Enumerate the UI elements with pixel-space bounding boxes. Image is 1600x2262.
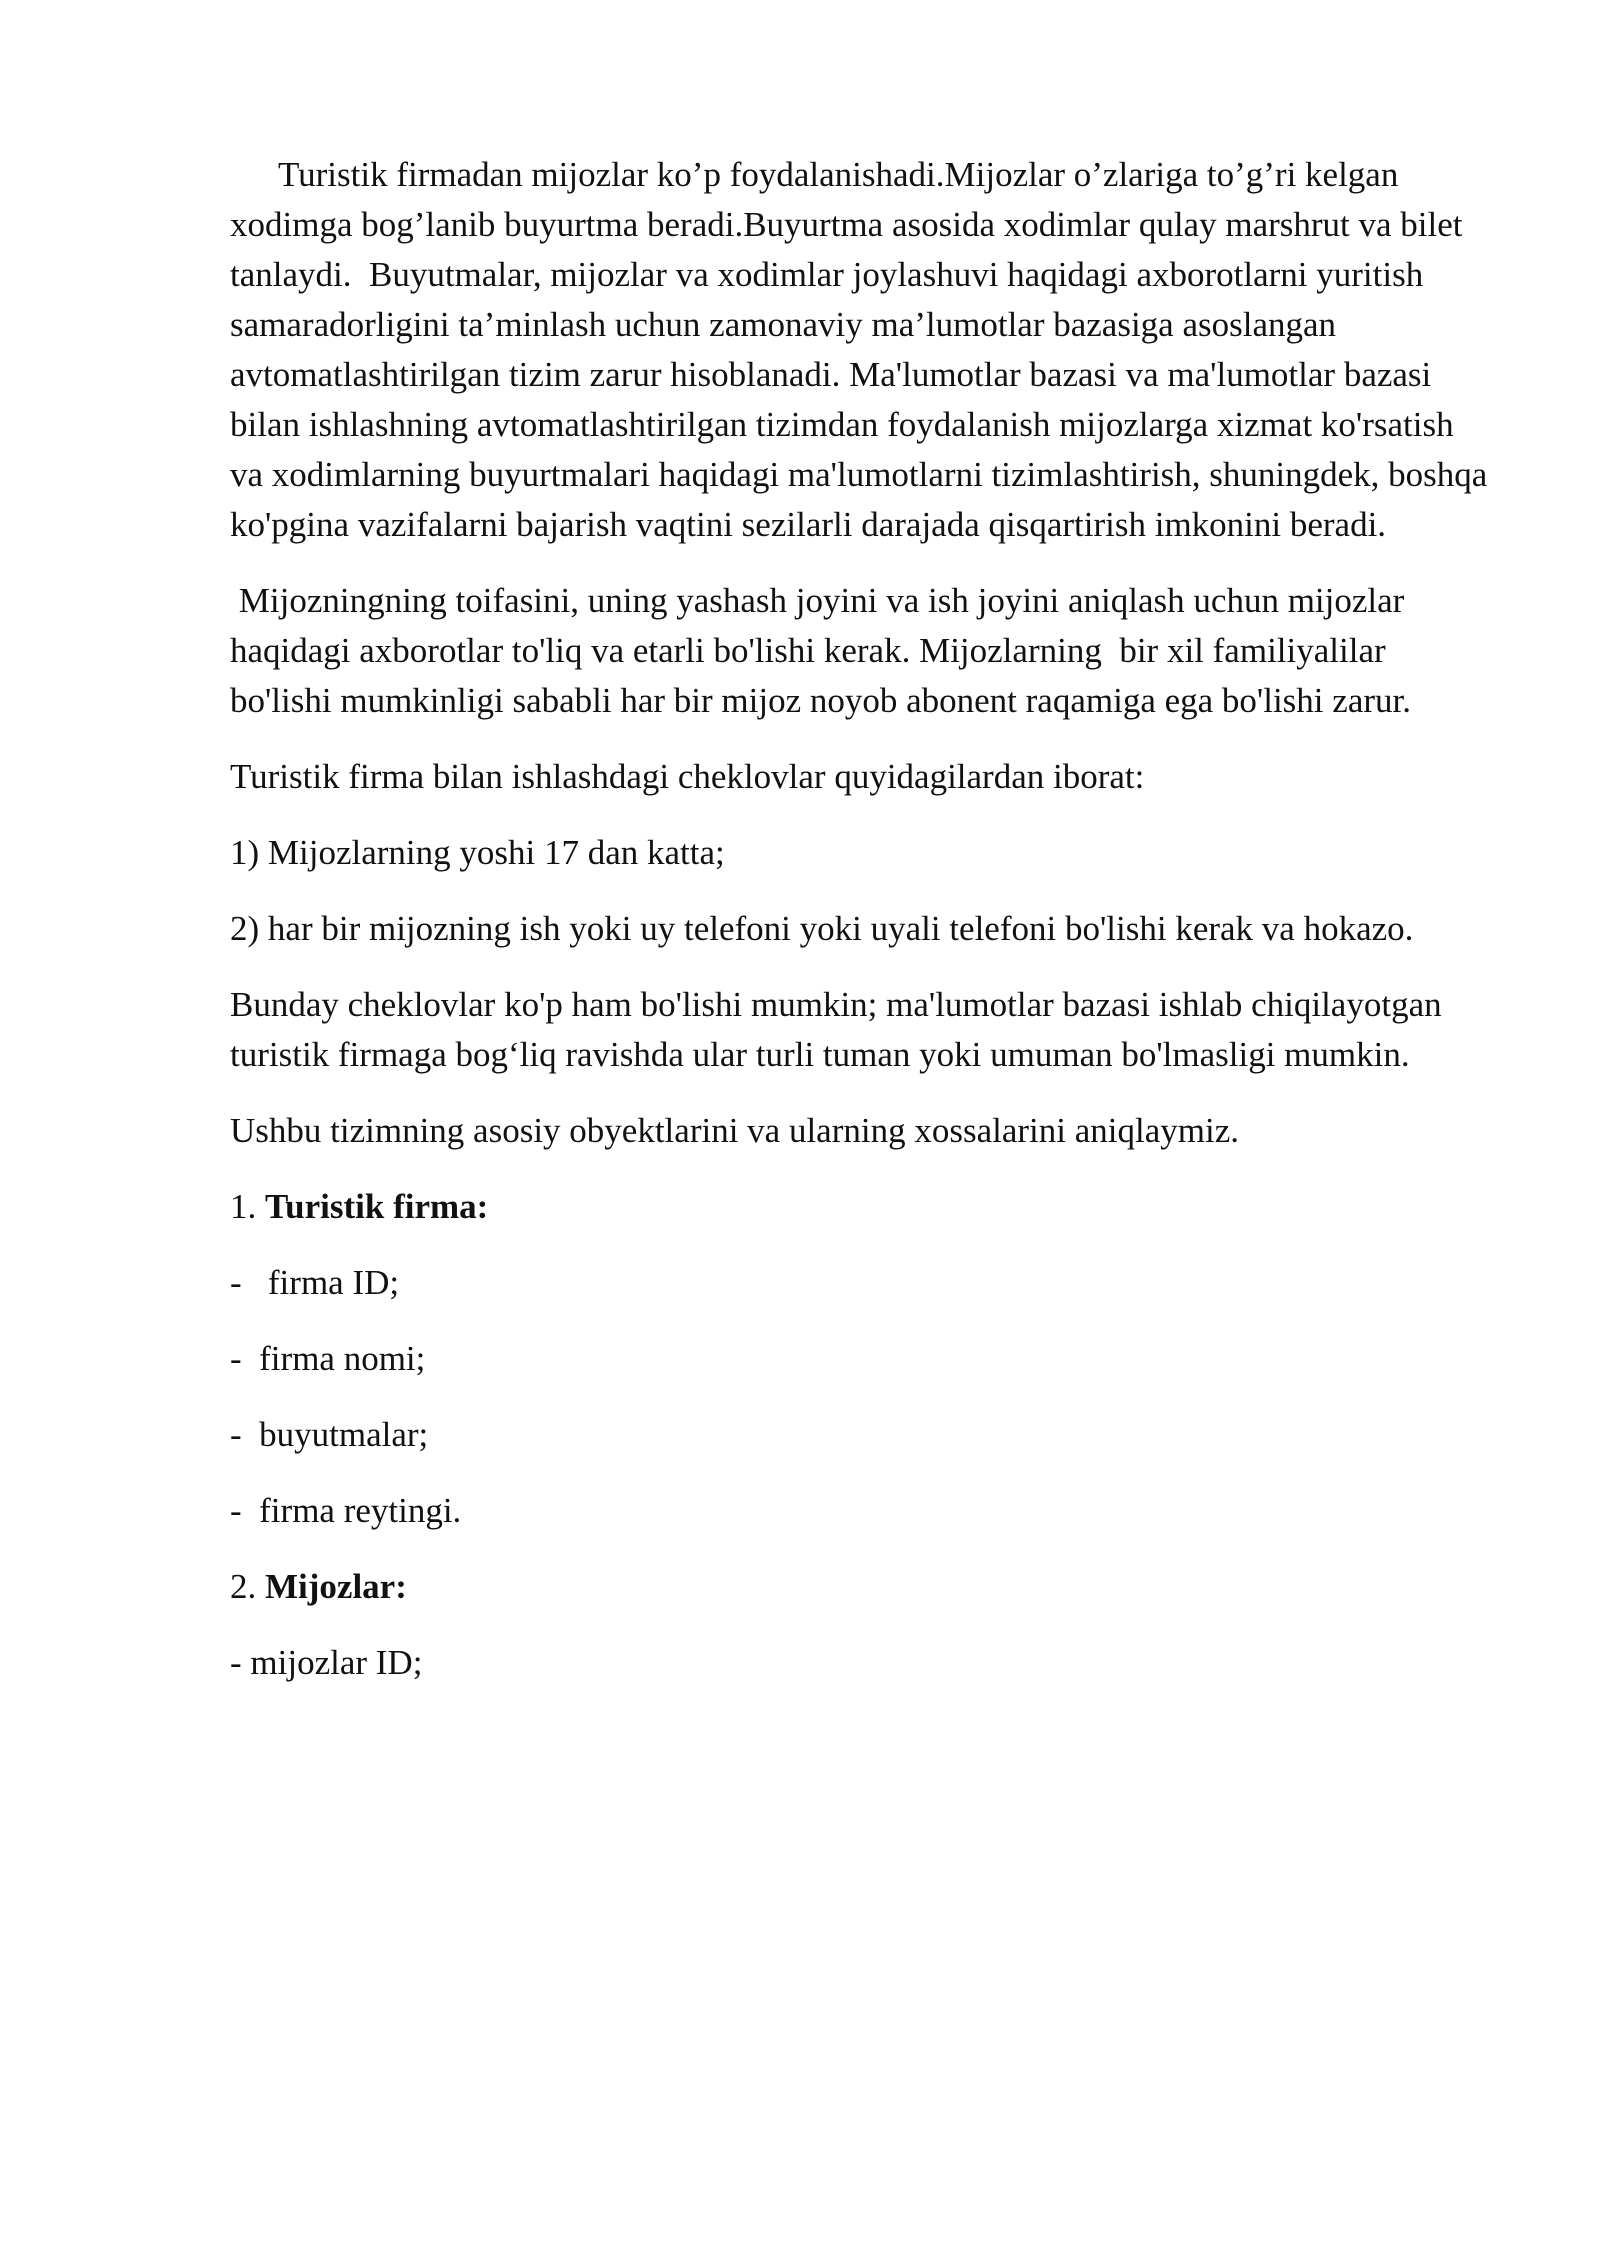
list-item: - buyutmalar; xyxy=(230,1415,429,1454)
section-number: 2. xyxy=(230,1567,265,1606)
intro-paragraph: Turistik firmadan mijozlar ko’p foydalanishadi.Mijozlar o’zlariga to’g’ri kelgan xodimga bog’lanib buyurtma beradi.Buyurtma asosida xodimlar qulay marshrut va bilet tanlaydi. Buyutmalar, mijozlar va xodimlar joylashuvi haqidagi axborotlarni yuritish samaradorligini ta’minlash uchun zamonaviy ma’lumotlar bazasiga asoslangan avtomatlashtirilgan tizim zarur hisoblanadi. Ma'lumotlar bazasi va ma'lumotlar bazasi bilan ishlashning avtomatlashtirilgan tizimdan foydalanish mijozlarga xizmat ko'rsatish va xodimlarning buyurtmalari haqidagi ma'lumotlarni tizimlashtirish, shuningdek, boshqa ko'pgina vazifalarni bajarish vaqtini sezilarli darajada qisqartirish imkonini beradi. xyxy=(230,155,1497,544)
client-info-paragraph: Mijozningning toifasini, uning yashash joyini va ish joyini aniqlash uchun mijozlar haqidagi axborotlar to'liq va etarli bo'lishi kerak. Mijozlarning bir xil familiyalilar bo'lishi mumkinligi sababli har bir mijoz noyob abonent raqamiga ega bo'lishi zarur. xyxy=(230,581,1414,720)
constraint-1: 1) Mijozlarning yoshi 17 dan katta; xyxy=(230,833,725,872)
section-heading-clients xyxy=(230,1562,1490,1612)
section-heading-tourist-firm xyxy=(230,1182,1490,1232)
section-title: Turistik firma: xyxy=(265,1187,489,1226)
constraint-2: 2) har bir mijozning ish yoki uy telefoni yoki uyali telefoni bo'lishi kerak va hokazo. xyxy=(230,909,1414,948)
constraints-note: Bunday cheklovlar ko'p ham bo'lishi mumkin; ma'lumotlar bazasi ishlab chiqilayotgan turistik firmaga bog‘liq ravishda ular turli tuman yoki umuman bo'lmasligi mumkin. xyxy=(230,985,1451,1074)
list-item: - mijozlar ID; xyxy=(230,1643,423,1682)
section-title: Mijozlar: xyxy=(265,1567,407,1606)
list-item: - firma nomi; xyxy=(230,1339,426,1378)
list-item: - firma reytingi. xyxy=(230,1491,462,1530)
section-number: 1. xyxy=(230,1187,265,1226)
list-item: - firma ID; xyxy=(230,1263,400,1302)
objects-intro: Ushbu tizimning asosiy obyektlarini va ularning xossalarini aniqlaymiz. xyxy=(230,1111,1239,1150)
document-body xyxy=(230,150,1497,1714)
constraints-intro: Turistik firma bilan ishlashdagi cheklovlar quyidagilardan iborat: xyxy=(230,757,1145,796)
